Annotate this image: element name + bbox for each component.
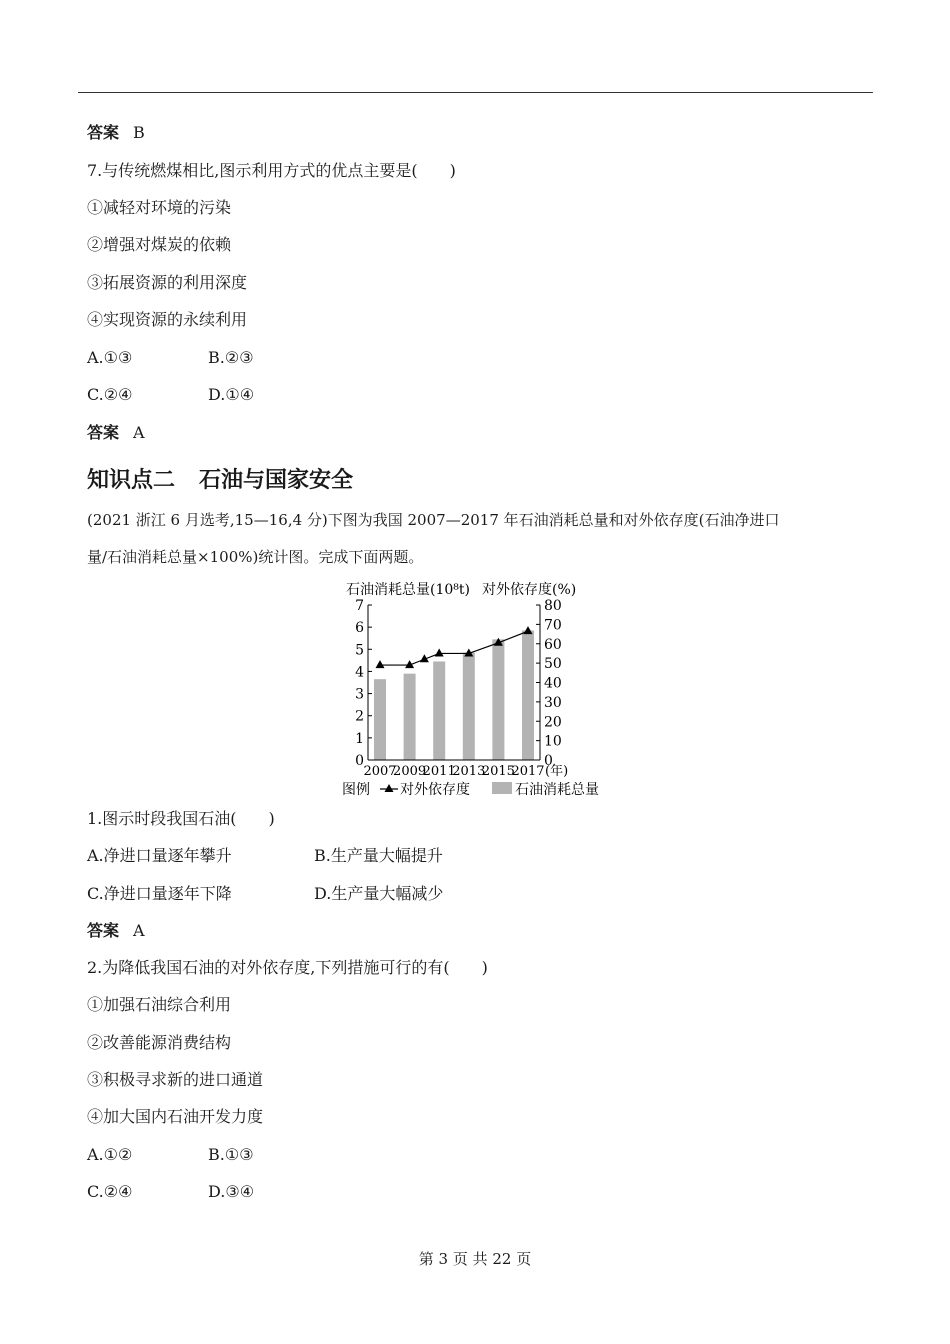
- x-tick-label-2017: 2017: [511, 764, 545, 779]
- q2-item-3: ③积极寻求新的进口通道: [87, 1070, 264, 1089]
- q7-option-b: B.②③: [208, 348, 254, 367]
- q7-stem: 7.与传统燃煤相比,图示利用方式的优点主要是( ): [87, 161, 456, 180]
- section-subtitle: 石油与国家安全: [199, 468, 354, 493]
- right-tick-label-60: 60: [544, 636, 562, 653]
- q1-option-b: B.生产量大幅提升: [314, 846, 443, 865]
- q2-option-b: B.①③: [208, 1145, 254, 1164]
- legend-bar-label: 石油消耗总量: [515, 782, 599, 798]
- q7-option-c: C.②④: [87, 385, 133, 404]
- legend-line-label: 对外依存度: [400, 782, 470, 798]
- bar-2011: [433, 661, 445, 760]
- dependency-point-2017: [524, 626, 533, 634]
- x-tick-label-2011: 2011: [422, 764, 456, 779]
- right-tick-label-20: 20: [544, 714, 562, 731]
- answer-value: B: [133, 123, 145, 142]
- q2-item-4: ④加大国内石油开发力度: [87, 1107, 264, 1126]
- right-tick-label-50: 50: [544, 656, 562, 673]
- q1-option-c: C.净进口量逐年下降: [87, 884, 232, 903]
- x-tick-label-2007: 2007: [363, 764, 397, 779]
- top-rule: [78, 92, 873, 93]
- left-tick-label-7: 7: [355, 598, 364, 614]
- oil-chart: [330, 578, 630, 803]
- left-tick-label-0: 0: [355, 753, 364, 769]
- answer-label: 答案: [87, 921, 120, 940]
- section-heading: [87, 463, 353, 494]
- q1-answer: [87, 920, 145, 942]
- q7-item-4: ④实现资源的永续利用: [87, 310, 248, 329]
- page-footer: 第 3 页 共 22 页: [418, 1250, 532, 1268]
- q7-option-d: D.①④: [208, 385, 255, 404]
- left-tick-label-3: 3: [355, 686, 364, 703]
- right-tick-label-40: 40: [544, 675, 562, 692]
- q7-item-1: ①减轻对环境的污染: [87, 198, 232, 217]
- left-tick-label-4: 4: [355, 664, 364, 681]
- intro-line-2: 量/石油消耗总量×100%)统计图。完成下面两题。: [87, 548, 424, 566]
- legend-bar-swatch: [492, 782, 512, 794]
- left-tick-label-6: 6: [355, 620, 364, 637]
- intro-line-1: (2021 浙江 6 月选考,15—16,4 分)下图为我国 2007—2017 年石油消耗总量和对外依存度(石油净进口: [87, 511, 780, 529]
- x-tick-label-2009: 2009: [393, 764, 427, 779]
- section-title: 知识点二: [87, 468, 176, 493]
- chart-svg: [330, 578, 630, 803]
- right-tick-label-0: 0: [544, 753, 553, 769]
- right-tick-label-70: 70: [544, 617, 562, 634]
- bar-2007: [374, 679, 386, 760]
- bar-2017: [522, 630, 534, 760]
- q7-answer: [87, 422, 145, 444]
- right-tick-label-80: 80: [544, 598, 562, 614]
- answer-value: A: [133, 921, 145, 940]
- left-tick-label-1: 1: [355, 730, 364, 747]
- right-tick-label-10: 10: [544, 733, 562, 750]
- q1-option-a: A.净进口量逐年攀升: [87, 846, 232, 865]
- dependency-point-2011: [435, 648, 444, 656]
- q2-stem: 2.为降低我国石油的对外依存度,下列措施可行的有( ): [87, 958, 488, 977]
- answer-label: 答案: [87, 423, 120, 442]
- left-axis-title: 石油消耗总量(10⁸t): [346, 582, 470, 598]
- dependency-point-2007: [376, 660, 385, 668]
- right-axis-title: 对外依存度(%): [482, 582, 577, 598]
- answer-value: A: [133, 423, 145, 442]
- left-tick-label-5: 5: [355, 642, 364, 659]
- q2-option-d: D.③④: [208, 1182, 255, 1201]
- dependency-line: [380, 631, 528, 665]
- right-tick-label-30: 30: [544, 694, 562, 711]
- q1-option-d: D.生产量大幅减少: [314, 884, 444, 903]
- q7-item-2: ②增强对煤炭的依赖: [87, 235, 232, 254]
- q1-stem: 1.图示时段我国石油( ): [87, 809, 275, 828]
- q7-item-3: ③拓展资源的利用深度: [87, 273, 248, 292]
- legend-triangle-icon: [385, 784, 394, 792]
- q6-answer: [87, 122, 145, 144]
- answer-label: 答案: [87, 123, 120, 142]
- q7-option-a: A.①③: [87, 348, 133, 367]
- q2-option-c: C.②④: [87, 1182, 133, 1201]
- bar-2013: [463, 653, 475, 760]
- left-tick-label-2: 2: [355, 708, 364, 725]
- legend-title: 图例: [342, 782, 370, 798]
- bar-2009: [404, 674, 416, 760]
- bar-2015: [492, 639, 504, 760]
- x-tick-label-2013: 2013: [452, 764, 486, 779]
- q2-item-1: ①加强石油综合利用: [87, 995, 232, 1014]
- q2-item-2: ②改善能源消费结构: [87, 1033, 232, 1052]
- q2-option-a: A.①②: [87, 1145, 133, 1164]
- x-tick-label-2015: 2015: [481, 764, 515, 779]
- x-unit-label: (年): [545, 764, 569, 779]
